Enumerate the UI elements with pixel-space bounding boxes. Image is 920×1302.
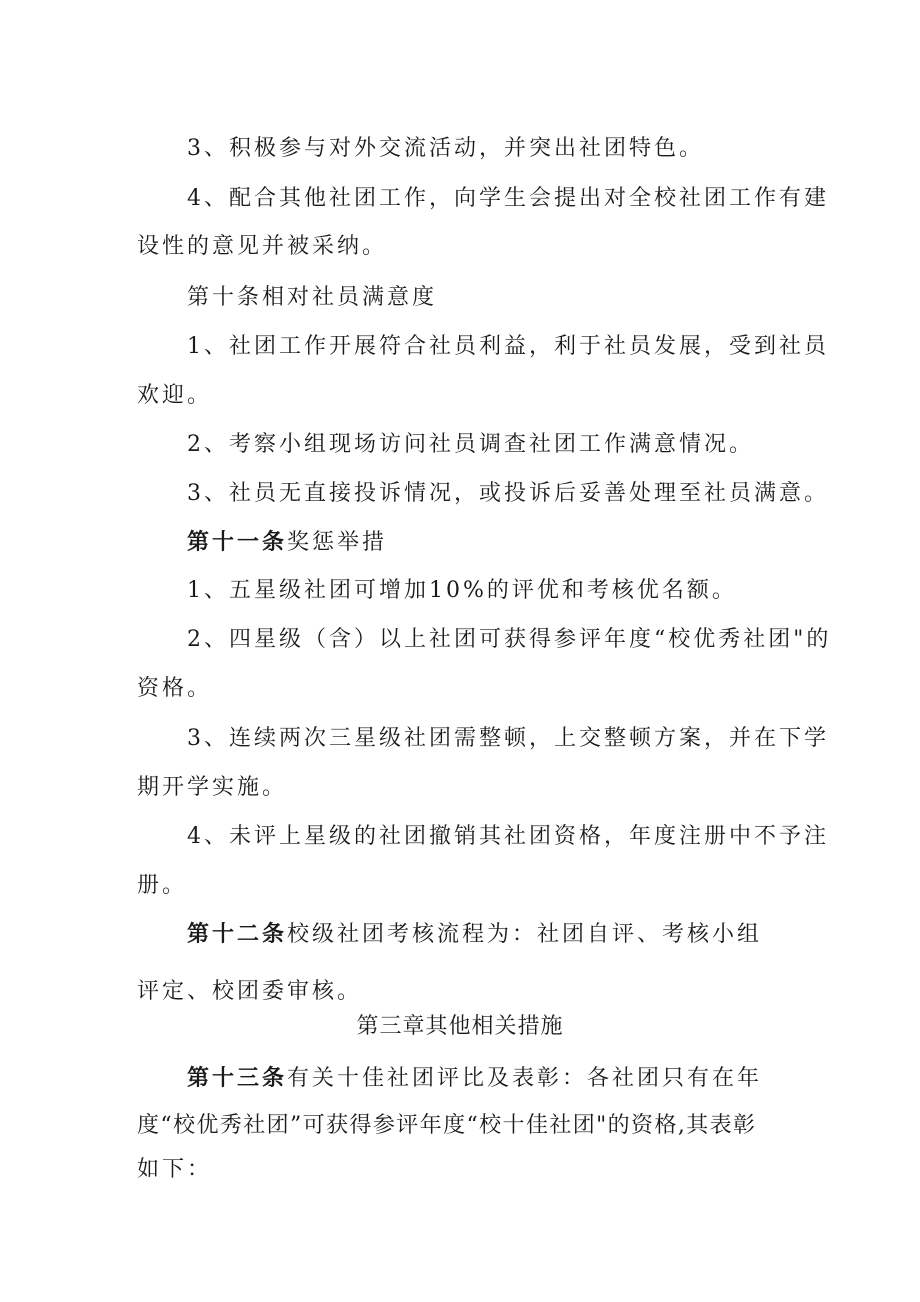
- article-12-label: 第十二条: [187, 922, 288, 947]
- paragraph-satisfaction-1-line2: 欢迎。: [137, 383, 213, 408]
- article-12-line2: 评定、校团委审核。: [137, 979, 363, 1004]
- article-13-label: 第十三条: [187, 1066, 288, 1091]
- paragraph-reward-4-line1: 4、未评上星级的社团撤销其社团资格，年度注册中不予注: [187, 824, 829, 849]
- paragraph-item-4-cooperate-line2: 设性的意见并被采纳。: [137, 234, 388, 259]
- article-11-text: 奖惩举措: [287, 530, 388, 555]
- article-13-text: 有关十佳社团评比及表彰：各社团只有在年: [287, 1066, 763, 1091]
- article-10-title: 第十条相对社员满意度: [187, 285, 438, 310]
- chapter-3-title: 第三章其他相关措施: [356, 1014, 564, 1039]
- article-11-label: 第十一条: [187, 530, 288, 555]
- paragraph-reward-1: 1、五星级社团可增加10%的评优和考核优名额。: [187, 578, 737, 603]
- article-12-heading: [187, 920, 762, 950]
- paragraph-reward-4-line2: 册。: [137, 873, 188, 898]
- paragraph-reward-2-line2: 资格。: [137, 676, 213, 701]
- paragraph-item-3-exchange: 3、积极参与对外交流活动，并突出社团特色。: [187, 136, 704, 161]
- article-13-heading: [187, 1064, 762, 1094]
- article-13-line3: 如下：: [137, 1157, 213, 1182]
- paragraph-reward-3-line1: 3、连续两次三星级社团需整顿，上交整顿方案，并在下学: [187, 726, 829, 751]
- article-11-heading: [187, 528, 387, 558]
- paragraph-satisfaction-3: 3、社员无直接投诉情况，或投诉后妥善处理至社员满意。: [187, 481, 829, 506]
- article-13-line2: 度“校优秀社团”可获得参评年度“校十佳社团"的资格,其表彰: [137, 1113, 757, 1138]
- paragraph-item-4-cooperate-line1: 4、配合其他社团工作，向学生会提出对全校社团工作有建: [187, 186, 829, 211]
- article-12-text: 校级社团考核流程为：社团自评、考核小组: [287, 922, 763, 947]
- paragraph-satisfaction-2: 2、考察小组现场访问社员调查社团工作满意情况。: [187, 432, 754, 457]
- paragraph-reward-2-line1: 2、四星级（含）以上社团可获得参评年度“校优秀社团"的: [187, 627, 832, 652]
- paragraph-reward-3-line2: 期开学实施。: [137, 775, 288, 800]
- paragraph-satisfaction-1-line1: 1、社团工作开展符合社员利益，利于社员发展，受到社员: [187, 334, 829, 359]
